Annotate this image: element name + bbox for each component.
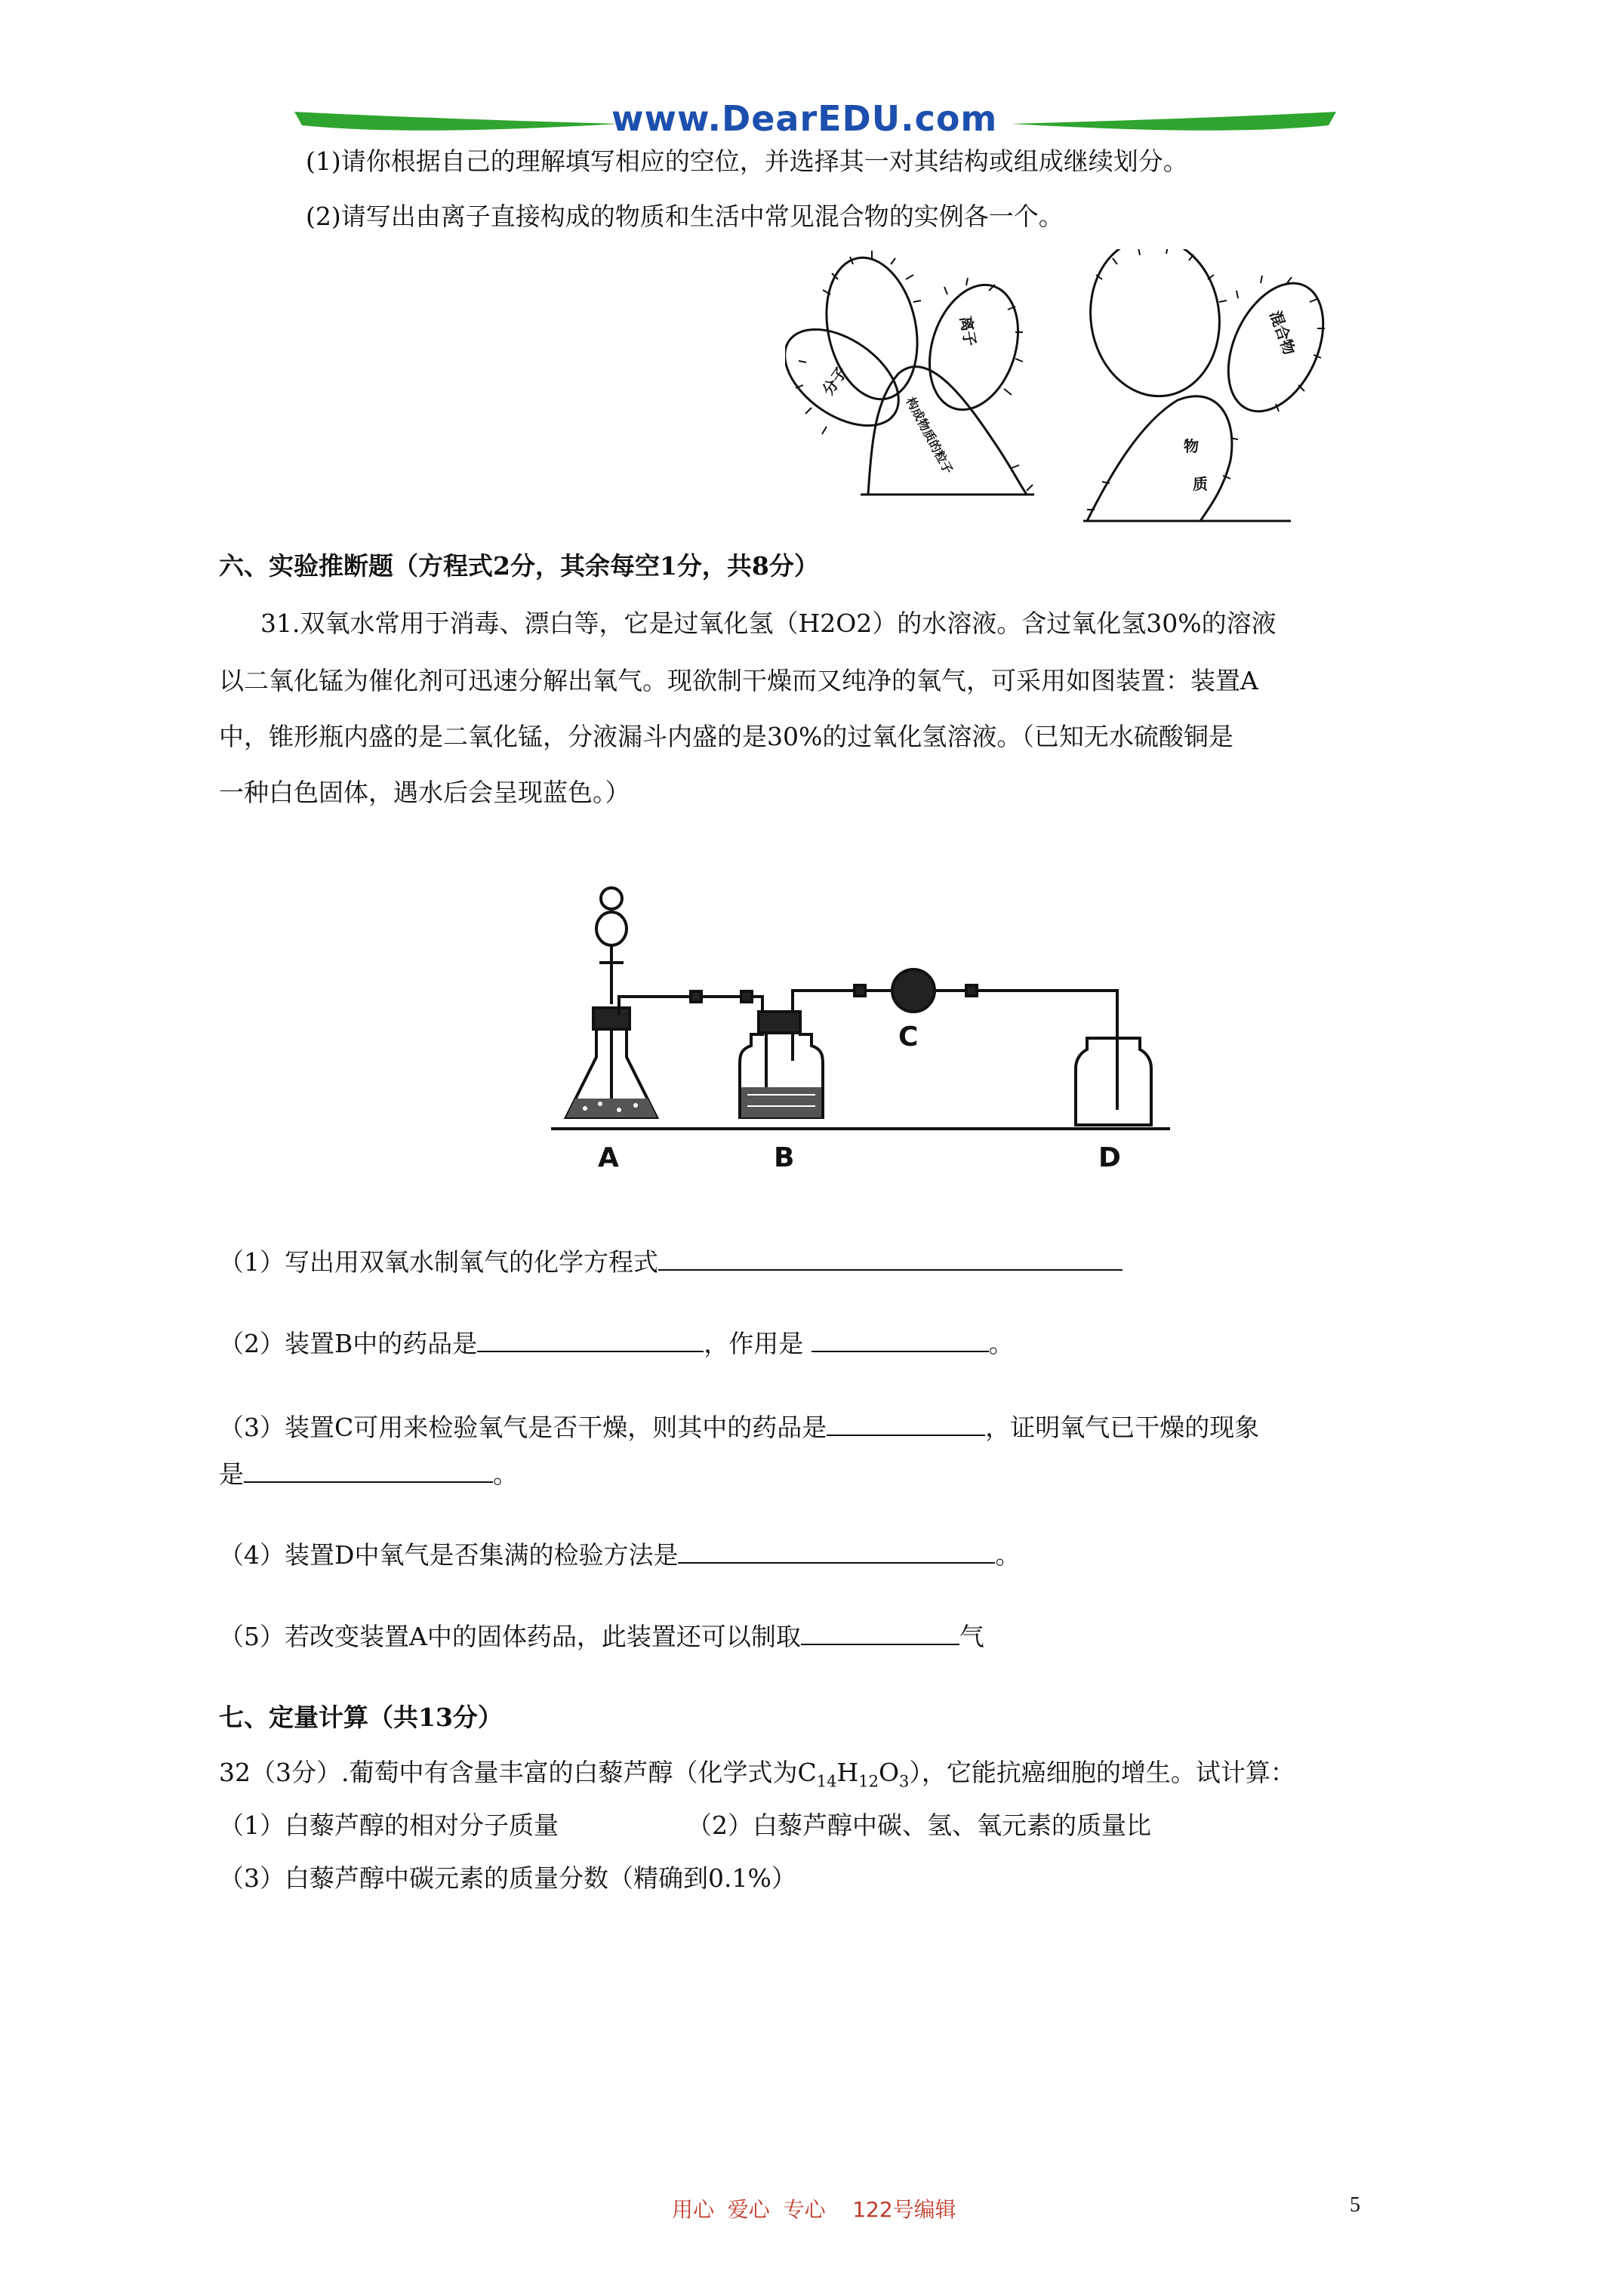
q32-part2: （2）白藜芦醇中碳、氢、氧元素的质量比 — [687, 1811, 1151, 1840]
q31-line-4: 一种白色固体，遇水后会呈现蓝色。） — [219, 778, 630, 807]
leaf-molecule-label: 分子 — [818, 363, 852, 399]
answer-blank-1[interactable] — [658, 1244, 1123, 1271]
q32-stem — [219, 1756, 1295, 1798]
q30-sub2: (2)请写出由离子直接构成的物质和生活中常见混合物的实例各一个。 — [306, 202, 1064, 231]
apparatus-label-b: B — [774, 1142, 795, 1173]
q31-line-1: 31.双氧水常用于消毒、漂白等，它是过氧化氢（H2O2）的水溶液。含过氧化氢30%的溶液 — [260, 609, 1277, 638]
q32-text-b: ），它能抗癌细胞的增生。试计算： — [909, 1758, 1295, 1787]
q32-text-a: 32（3分）.葡萄中有含量丰富的白藜芦醇（化学式为C — [219, 1758, 817, 1787]
q32-part3: （3）白藜芦醇中碳元素的质量分数（精确到0.1%） — [219, 1863, 796, 1893]
leaf-mixture-label: 混合物 — [1266, 308, 1299, 358]
answer-blank-4[interactable] — [678, 1536, 995, 1564]
separatory-funnel — [596, 912, 627, 945]
site-logo[interactable]: www.DearEDU.com — [611, 98, 998, 139]
q31-part1-text: （1）写出用双氧水制氧气的化学方程式 — [219, 1247, 658, 1277]
q32-part1: （1）白藜芦醇的相对分子质量 — [219, 1811, 559, 1840]
stem-particle-label: 构成物质的粒子 — [903, 394, 956, 476]
q31-part2 — [219, 1325, 1014, 1361]
q31-part5-text-b: 气 — [959, 1622, 984, 1651]
q31-part5-text-a: （5）若改变装置A中的固体药品，此装置还可以制取 — [219, 1622, 801, 1651]
q32-o: O — [878, 1758, 900, 1787]
right-cactus-top-pad — [1080, 249, 1230, 405]
q32-sub-12: 12 — [858, 1772, 879, 1791]
q31-part3-text-c: 是 — [219, 1459, 244, 1489]
footer-text: 用心 爱心 专心 122号编辑 — [672, 2197, 956, 2222]
answer-blank-5[interactable] — [801, 1618, 959, 1645]
stem-matter-label-top: 物 — [1184, 437, 1199, 455]
q32-sub-3: 3 — [899, 1772, 910, 1791]
q31-part2-text-b: ，作用是 — [704, 1329, 804, 1358]
stem-matter-label-bottom: 质 — [1193, 475, 1208, 493]
q31-part3-text-b: ，证明氧气已干燥的现象 — [985, 1413, 1260, 1442]
q30-sub1: (1)请你根据自己的理解填写相应的空位，并选择其一对其结构或组成继续划分。 — [306, 146, 1188, 176]
page-number: 5 — [1350, 2193, 1360, 2217]
apparatus-label-d: D — [1098, 1142, 1121, 1173]
q31-part3-cont — [219, 1456, 518, 1491]
q31-part4-text-a: （4）装置D中氧气是否集满的检验方法是 — [219, 1540, 679, 1570]
q31-part2-text-c: 。 — [988, 1329, 1014, 1358]
right-cactus-pad-mixture — [1209, 268, 1329, 427]
leaf-ion-label-1: 离子 — [956, 314, 980, 348]
apparatus-diagram — [544, 868, 1193, 1185]
q32-sub-14: 14 — [816, 1772, 837, 1791]
q31-part3-text-a: （3）装置C可用来检验氧气是否干燥，则其中的药品是 — [219, 1413, 827, 1442]
answer-blank-2a[interactable] — [477, 1325, 704, 1352]
answer-blank-3a[interactable] — [827, 1409, 985, 1436]
bottle-d — [1076, 1038, 1151, 1125]
q31-part3-text-d: 。 — [493, 1459, 518, 1489]
apparatus-label-c: C — [898, 1022, 919, 1052]
drying-tube-c — [892, 969, 935, 1012]
section7-title: 七、定量计算（共13分） — [219, 1703, 503, 1732]
q31-line-2: 以二氧化锰为催化剂可迅速分解出氧气。现欲制干燥而又纯净的氧气，可采用如图装置：装置A — [219, 666, 1258, 695]
q31-line-3: 中，锥形瓶内盛的是二氧化锰，分液漏斗内盛的是30%的过氧化氢溶液。（已知无水硫酸铜是 — [219, 722, 1233, 751]
q31-part4 — [219, 1536, 1020, 1572]
q31-part2-text-a: （2）装置B中的药品是 — [219, 1329, 478, 1358]
answer-blank-2b[interactable] — [812, 1325, 989, 1352]
section6-title: 六、实验推断题（方程式2分，其余每空1分，共8分） — [219, 551, 819, 581]
right-cactus-stem — [1087, 396, 1232, 521]
answer-blank-3b[interactable] — [244, 1456, 493, 1483]
q31-part3 — [219, 1409, 1259, 1444]
left-cactus-stem — [868, 367, 1027, 495]
left-cactus-pad-ion — [914, 273, 1033, 421]
cactus-figure — [785, 249, 1329, 529]
q31-part1 — [219, 1244, 1123, 1279]
q31-part5 — [219, 1618, 984, 1653]
apparatus-label-a: A — [598, 1142, 619, 1173]
q32-h: H — [836, 1758, 859, 1787]
q31-part4-text-b: 。 — [995, 1540, 1021, 1570]
